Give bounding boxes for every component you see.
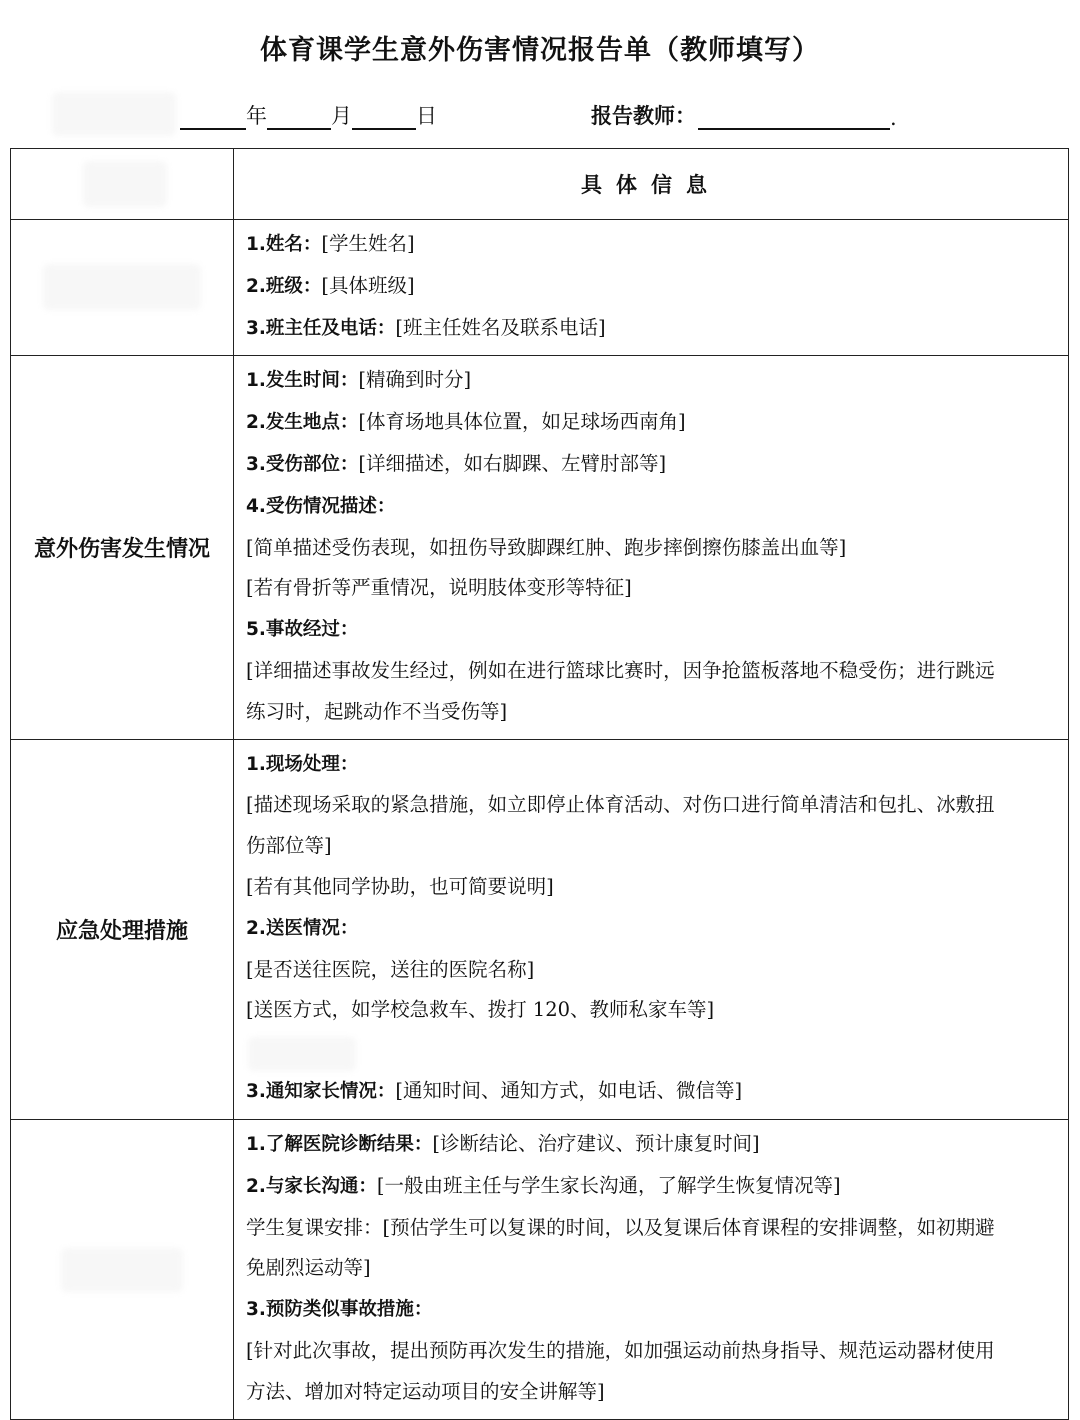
reporting-teacher xyxy=(591,100,897,130)
header-row xyxy=(11,149,1069,220)
header-left-cell xyxy=(11,149,234,220)
student-left-cell xyxy=(11,220,234,356)
process-line-2: 练习时，起跳动作不当受伤等] xyxy=(246,699,508,723)
student-name-line: 1.姓名：[学生姓名] xyxy=(246,232,415,255)
month-label: 月 xyxy=(331,104,352,128)
notify-line: 3.通知家长情况：[通知时间、通知方式，如电话、微信等] xyxy=(246,1079,743,1103)
day-blank[interactable] xyxy=(352,102,416,130)
month-blank[interactable] xyxy=(267,102,331,130)
injury-desc-line-1: [简单描述受伤表现，如扭伤导致脚踝红肿、跑步摔倒擦伤膝盖出血等] xyxy=(246,535,847,559)
teacher-label: 报告教师： xyxy=(591,104,696,128)
followup-left-cell xyxy=(11,1119,234,1419)
injury-part-line: 3.受伤部位：[详细描述，如右脚踝、左臂肘部等] xyxy=(246,451,667,475)
redacted-area xyxy=(52,92,176,136)
header-info-cell: 具体信息 xyxy=(234,149,1069,220)
prevent-line-1: [针对此次事故，提出预防再次发生的措施，如加强运动前热身指导、规范运动器材使用 xyxy=(246,1338,995,1362)
prevent-line-2: 方法、增加对特定运动项目的安全讲解等] xyxy=(246,1379,605,1403)
day-label: 日 xyxy=(416,104,437,128)
hospital-line-2: [送医方式，如学校急救车、拨打 120、教师私家车等] xyxy=(246,998,715,1022)
followup-content-cell xyxy=(234,1119,1069,1419)
redacted-area xyxy=(248,1037,356,1071)
incident-row xyxy=(11,356,1069,739)
blank-gap xyxy=(246,1031,1058,1071)
onsite-line-2: 伤部位等] xyxy=(246,834,332,858)
report-table xyxy=(10,148,1069,1420)
incident-place-line: 2.发生地点：[体育场地具体位置，如足球场西南角] xyxy=(246,410,686,434)
date-line xyxy=(180,100,437,130)
hospital-label: 2.送医情况： xyxy=(246,917,359,939)
parent-line: 2.与家长沟通：[一般由班主任与学生家长沟通，了解学生恢复情况等] xyxy=(246,1173,841,1197)
onsite-line-1: [描述现场采取的紧急措施，如立即停止体育活动、对伤口进行简单清洁和包扎、冰敷扭 xyxy=(246,793,995,817)
year-label: 年 xyxy=(246,104,267,128)
redacted-area xyxy=(83,161,167,207)
redacted-area xyxy=(61,1248,183,1292)
onsite-line-3: [若有其他同学协助，也可简要说明] xyxy=(246,874,554,898)
year-blank[interactable] xyxy=(180,102,246,130)
student-content-cell xyxy=(234,220,1069,356)
teacher-blank[interactable] xyxy=(698,102,890,130)
process-line-1: [详细描述事故发生经过，例如在进行篮球比赛时，因争抢篮板落地不稳受伤；进行跳远 xyxy=(246,658,995,682)
incident-label: 意外伤害发生情况 xyxy=(11,356,234,739)
teacher-end: . xyxy=(890,106,897,130)
emergency-content-cell xyxy=(234,739,1069,1119)
onsite-label: 1.现场处理： xyxy=(246,753,359,775)
student-row xyxy=(11,220,1069,356)
page-title: 体育课学生意外伤害情况报告单（教师填写） xyxy=(260,35,820,66)
emergency-label: 应急处理措施 xyxy=(11,739,234,1119)
incident-time-line: 1.发生时间：[精确到时分] xyxy=(246,368,472,392)
hospital-line-1: [是否送往医院，送往的医院名称] xyxy=(246,957,535,981)
process-label: 5.事故经过： xyxy=(246,619,359,641)
incident-content-cell xyxy=(234,356,1069,739)
emergency-row xyxy=(11,739,1069,1119)
diagnosis-line: 1.了解医院诊断结果：[诊断结论、治疗建议、预计康复时间] xyxy=(246,1131,760,1155)
return-line-2: 免剧烈运动等] xyxy=(246,1256,371,1280)
head-teacher-line: 3.班主任及电话：[班主任姓名及联系电话] xyxy=(246,315,606,339)
followup-row xyxy=(11,1119,1069,1419)
student-class-line: 2.班级：[具体班级] xyxy=(246,273,415,297)
return-line-1: 学生复课安排：[预估学生可以复课的时间，以及复课后体育课程的安排调整，如初期避 xyxy=(246,1215,995,1239)
prevent-label: 3.预防类似事故措施： xyxy=(246,1299,433,1321)
injury-desc-line-2: [若有骨折等严重情况，说明肢体变形等特征] xyxy=(246,576,632,600)
redacted-area xyxy=(43,264,201,310)
injury-desc-label: 4.受伤情况描述： xyxy=(246,495,396,517)
